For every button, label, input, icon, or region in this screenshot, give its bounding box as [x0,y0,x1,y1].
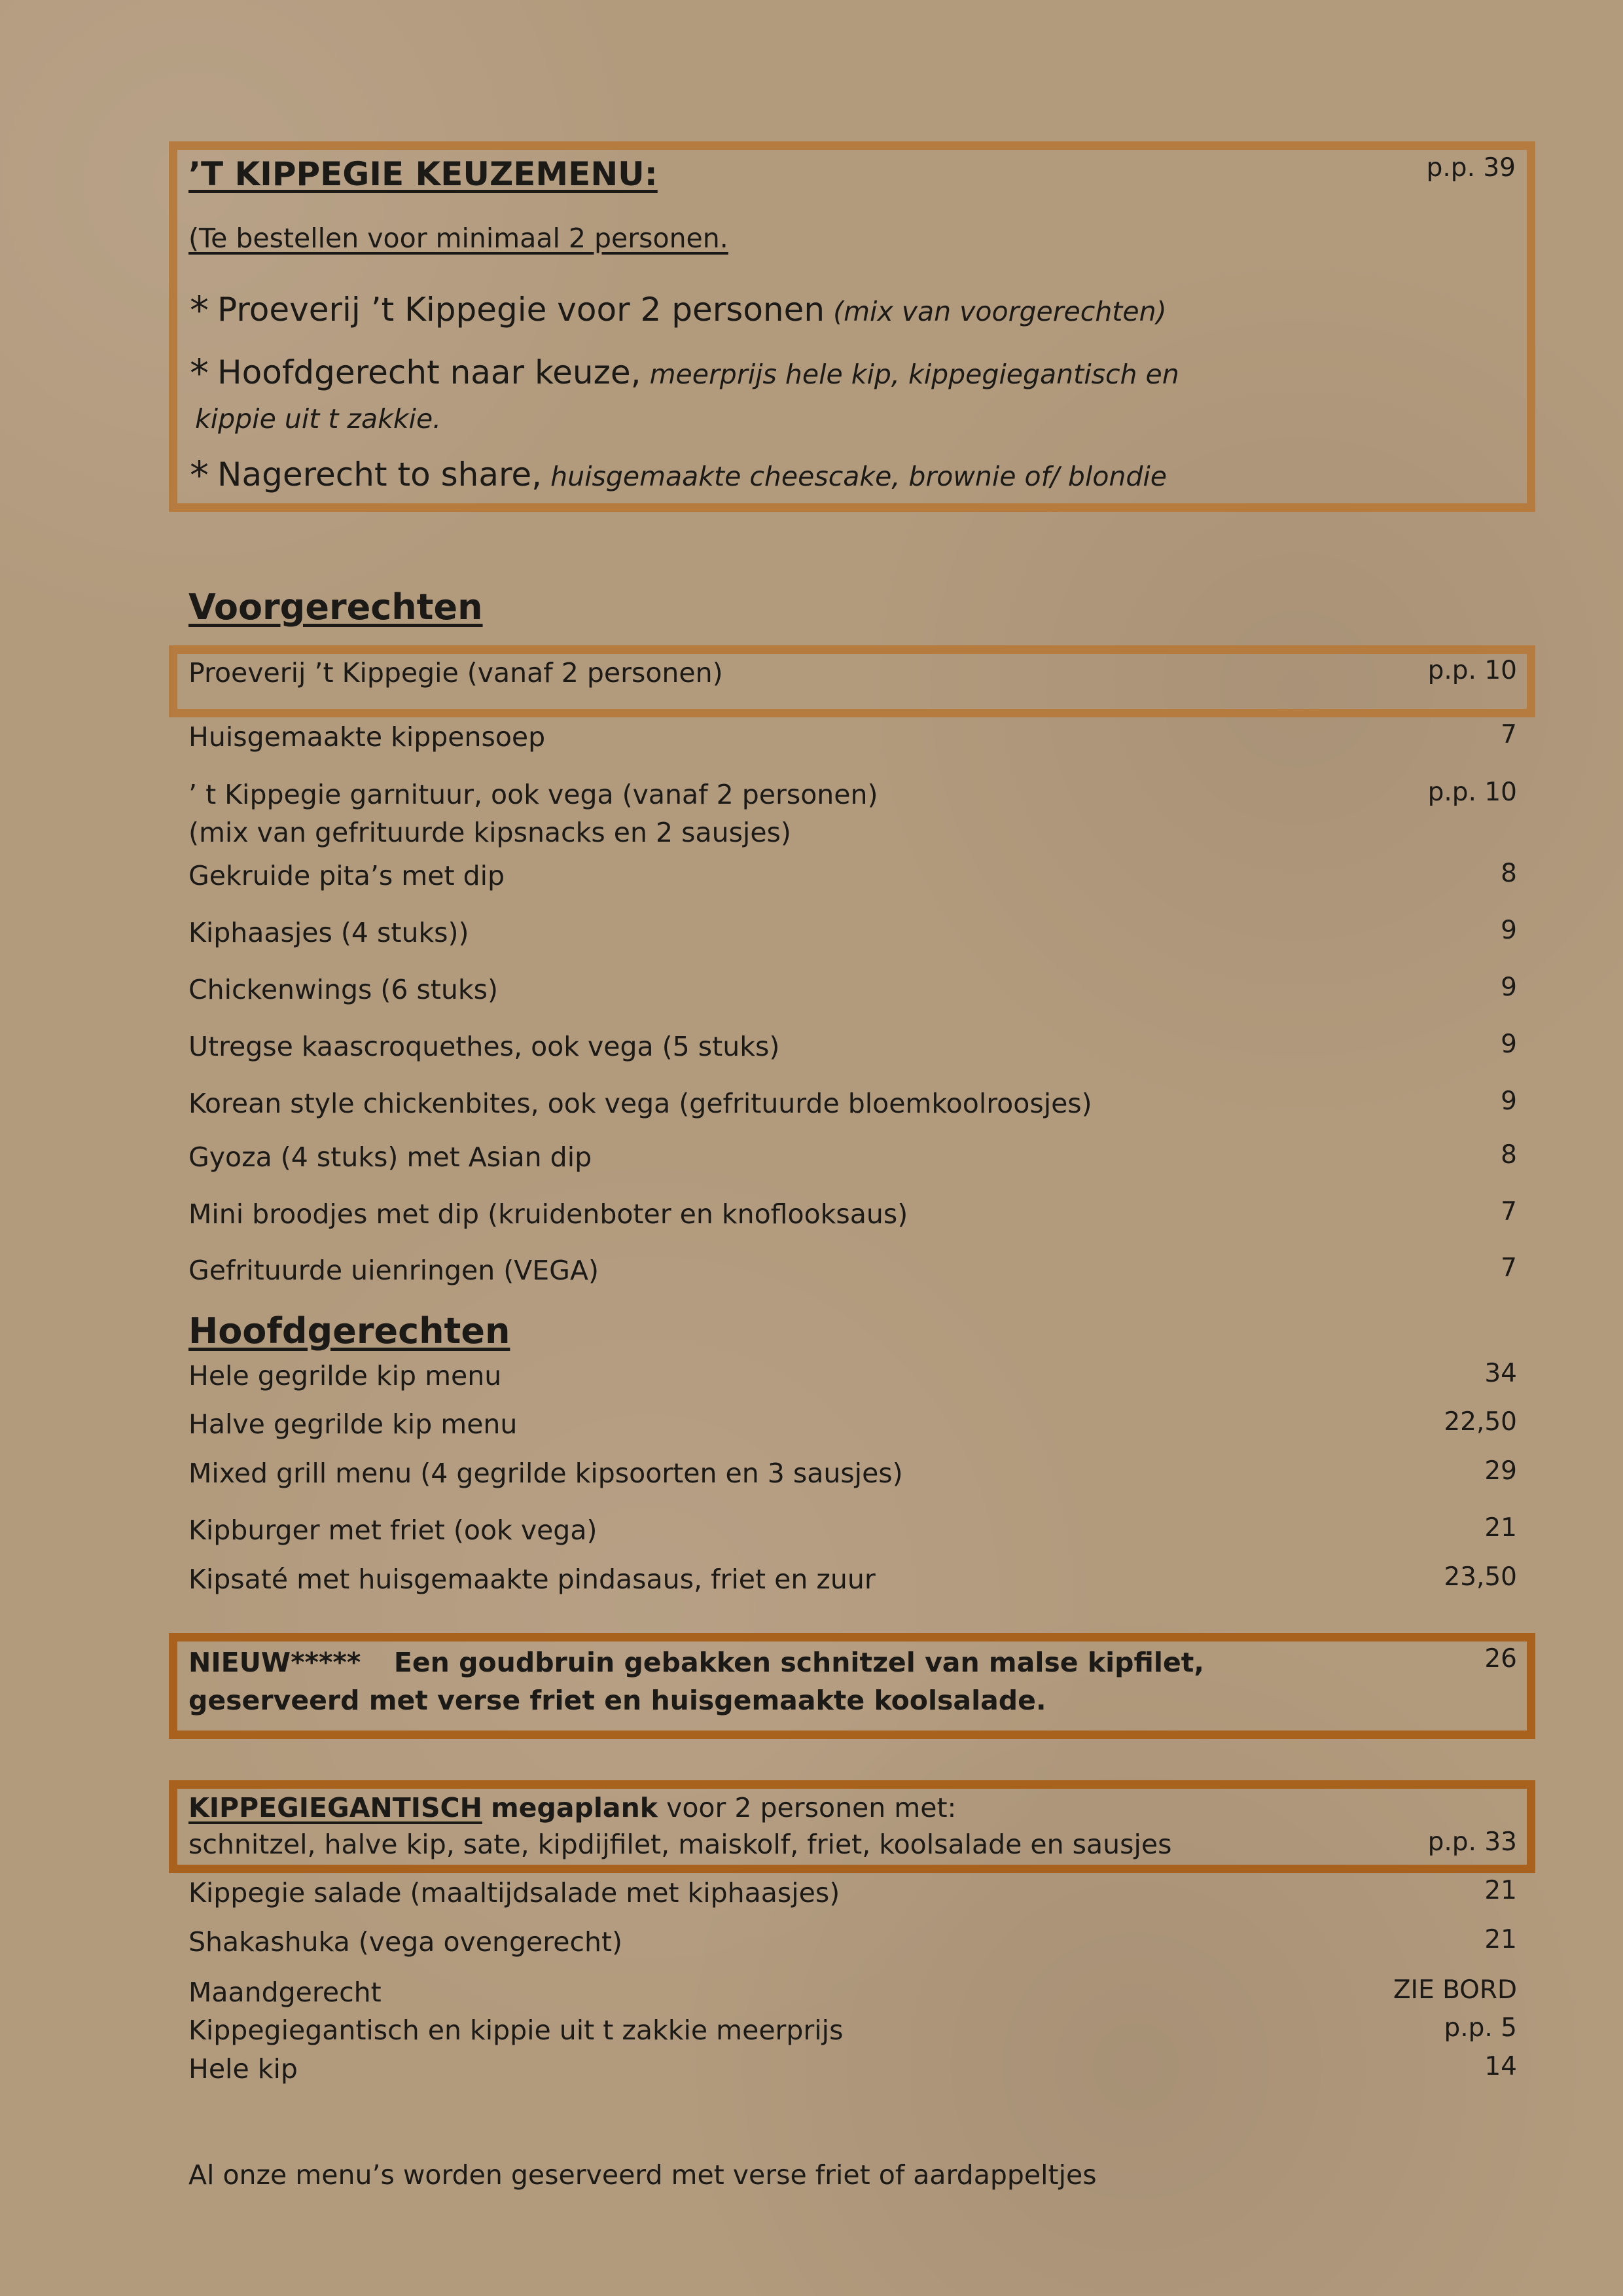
nieuw-line-1: NIEUW***** Een goudbruin gebakken schnitzel van malse kipfilet, [188,1647,1204,1678]
menu-item-price: 7 [1501,720,1517,749]
megaplank-line-1: KIPPEGIEGANTISCH megaplank voor 2 personen met: [188,1792,957,1823]
menu-item-price: p.p. 10 [1427,778,1517,807]
menu-item-price: 14 [1484,2052,1517,2081]
menu-item-price: 9 [1501,1030,1517,1059]
megaplank-name: KIPPEGIEGANTISCH [188,1792,482,1823]
menu-item-price: 9 [1501,1086,1517,1116]
menu-item: Korean style chickenbites, ook vega (gefrituurde bloemkoolroosjes) [188,1088,1092,1119]
menu-item-price: 7 [1501,1253,1517,1283]
hoofdgerechten-heading: Hoofdgerechten [188,1310,510,1352]
keuzemenu-line-2-cont: kippie uit t zakkie. [195,403,442,435]
menu-item: Gyoza (4 stuks) met Asian dip [188,1141,592,1173]
menu-item-price: p.p. 10 [1427,656,1517,685]
nieuw-label: NIEUW***** [188,1647,361,1678]
menu-item-price: ZIE BORD [1393,1975,1517,2005]
menu-item: Kipsaté met huisgemaakte pindasaus, friet en zuur [188,1564,876,1595]
star-icon: * [190,453,209,497]
keuzemenu-line-2: * Hoofdgerecht naar keuze, meerprijs hele kip, kippegiegantisch en [190,351,1179,395]
menu-item-price: p.p. 5 [1444,2013,1517,2043]
menu-item: Kippegie salade (maaltijdsalade met kiphaasjes) [188,1877,840,1909]
menu-item: Hele gegrilde kip menu [188,1360,502,1391]
keuzemenu-price: p.p. 39 [1426,153,1516,183]
star-icon: * [190,351,209,395]
menu-item: ’ t Kippegie garnituur, ook vega (vanaf 2 personen) [188,779,878,810]
menu-item: Kiphaasjes (4 stuks)) [188,917,469,948]
nieuw-line-2: geserveerd met verse friet en huisgemaakte koolsalade. [188,1685,1046,1716]
menu-item: Utregse kaascroquethes, ook vega (5 stuks) [188,1031,780,1062]
menu-item-price: 29 [1484,1456,1517,1486]
menu-item-price: 21 [1484,1876,1517,1905]
nieuw-price: 26 [1484,1644,1517,1674]
keuzemenu-title: ’T KIPPEGIE KEUZEMENU: [188,155,658,193]
menu-item: Huisgemaakte kippensoep [188,721,546,753]
menu-item: Mixed grill menu (4 gegrilde kipsoorten en 3 sausjes) [188,1458,903,1489]
menu-item: Proeverij ’t Kippegie (vanaf 2 personen) [188,657,723,689]
star-icon: * [190,288,209,332]
menu-item: Maandgerecht [188,1977,382,2008]
voorgerechten-heading: Voorgerechten [188,586,483,628]
menu-item-price: 22,50 [1444,1407,1517,1437]
keuzemenu-note: (Te bestellen voor minimaal 2 personen. [188,223,728,254]
menu-item-price: 23,50 [1444,1562,1517,1592]
menu-item-price: 9 [1501,916,1517,945]
menu-item-price: 9 [1501,973,1517,1002]
keuzemenu-line-3: * Nagerecht to share, huisgemaakte cheescake, brownie of/ blondie [190,453,1168,497]
menu-item-price: 21 [1484,1925,1517,1954]
menu-item: Hele kip [188,2053,298,2085]
menu-item: Gekruide pita’s met dip [188,860,505,891]
menu-item: Gefrituurde uienringen (VEGA) [188,1255,599,1286]
menu-item: Kipburger met friet (ook vega) [188,1515,597,1546]
keuzemenu-line-1: * Proeverij ’t Kippegie voor 2 personen (mix van voorgerechten) [190,288,1167,332]
menu-item-sub: (mix van gefrituurde kipsnacks en 2 sausjes) [188,817,791,848]
menu-item: Kippegiegantisch en kippie uit t zakkie meerprijs [188,2015,844,2046]
menu-item: Mini broodjes met dip (kruidenboter en knoflooksaus) [188,1198,908,1230]
menu-item: Chickenwings (6 stuks) [188,974,499,1005]
menu-item-price: 34 [1484,1359,1517,1388]
menu-item-price: 7 [1501,1197,1517,1227]
megaplank-line-2: schnitzel, halve kip, sate, kipdijfilet, maiskolf, friet, koolsalade en sausjes [188,1829,1172,1860]
menu-item: Halve gegrilde kip menu [188,1408,518,1440]
menu-item: Shakashuka (vega ovengerecht) [188,1926,623,1958]
menu-item-price: 8 [1501,859,1517,888]
footer-note: Al onze menu’s worden geserveerd met verse friet of aardappeltjes [188,2159,1097,2191]
menu-item-price: 21 [1484,1513,1517,1543]
menu-item-price: 8 [1501,1140,1517,1170]
megaplank-price: p.p. 33 [1427,1827,1517,1857]
